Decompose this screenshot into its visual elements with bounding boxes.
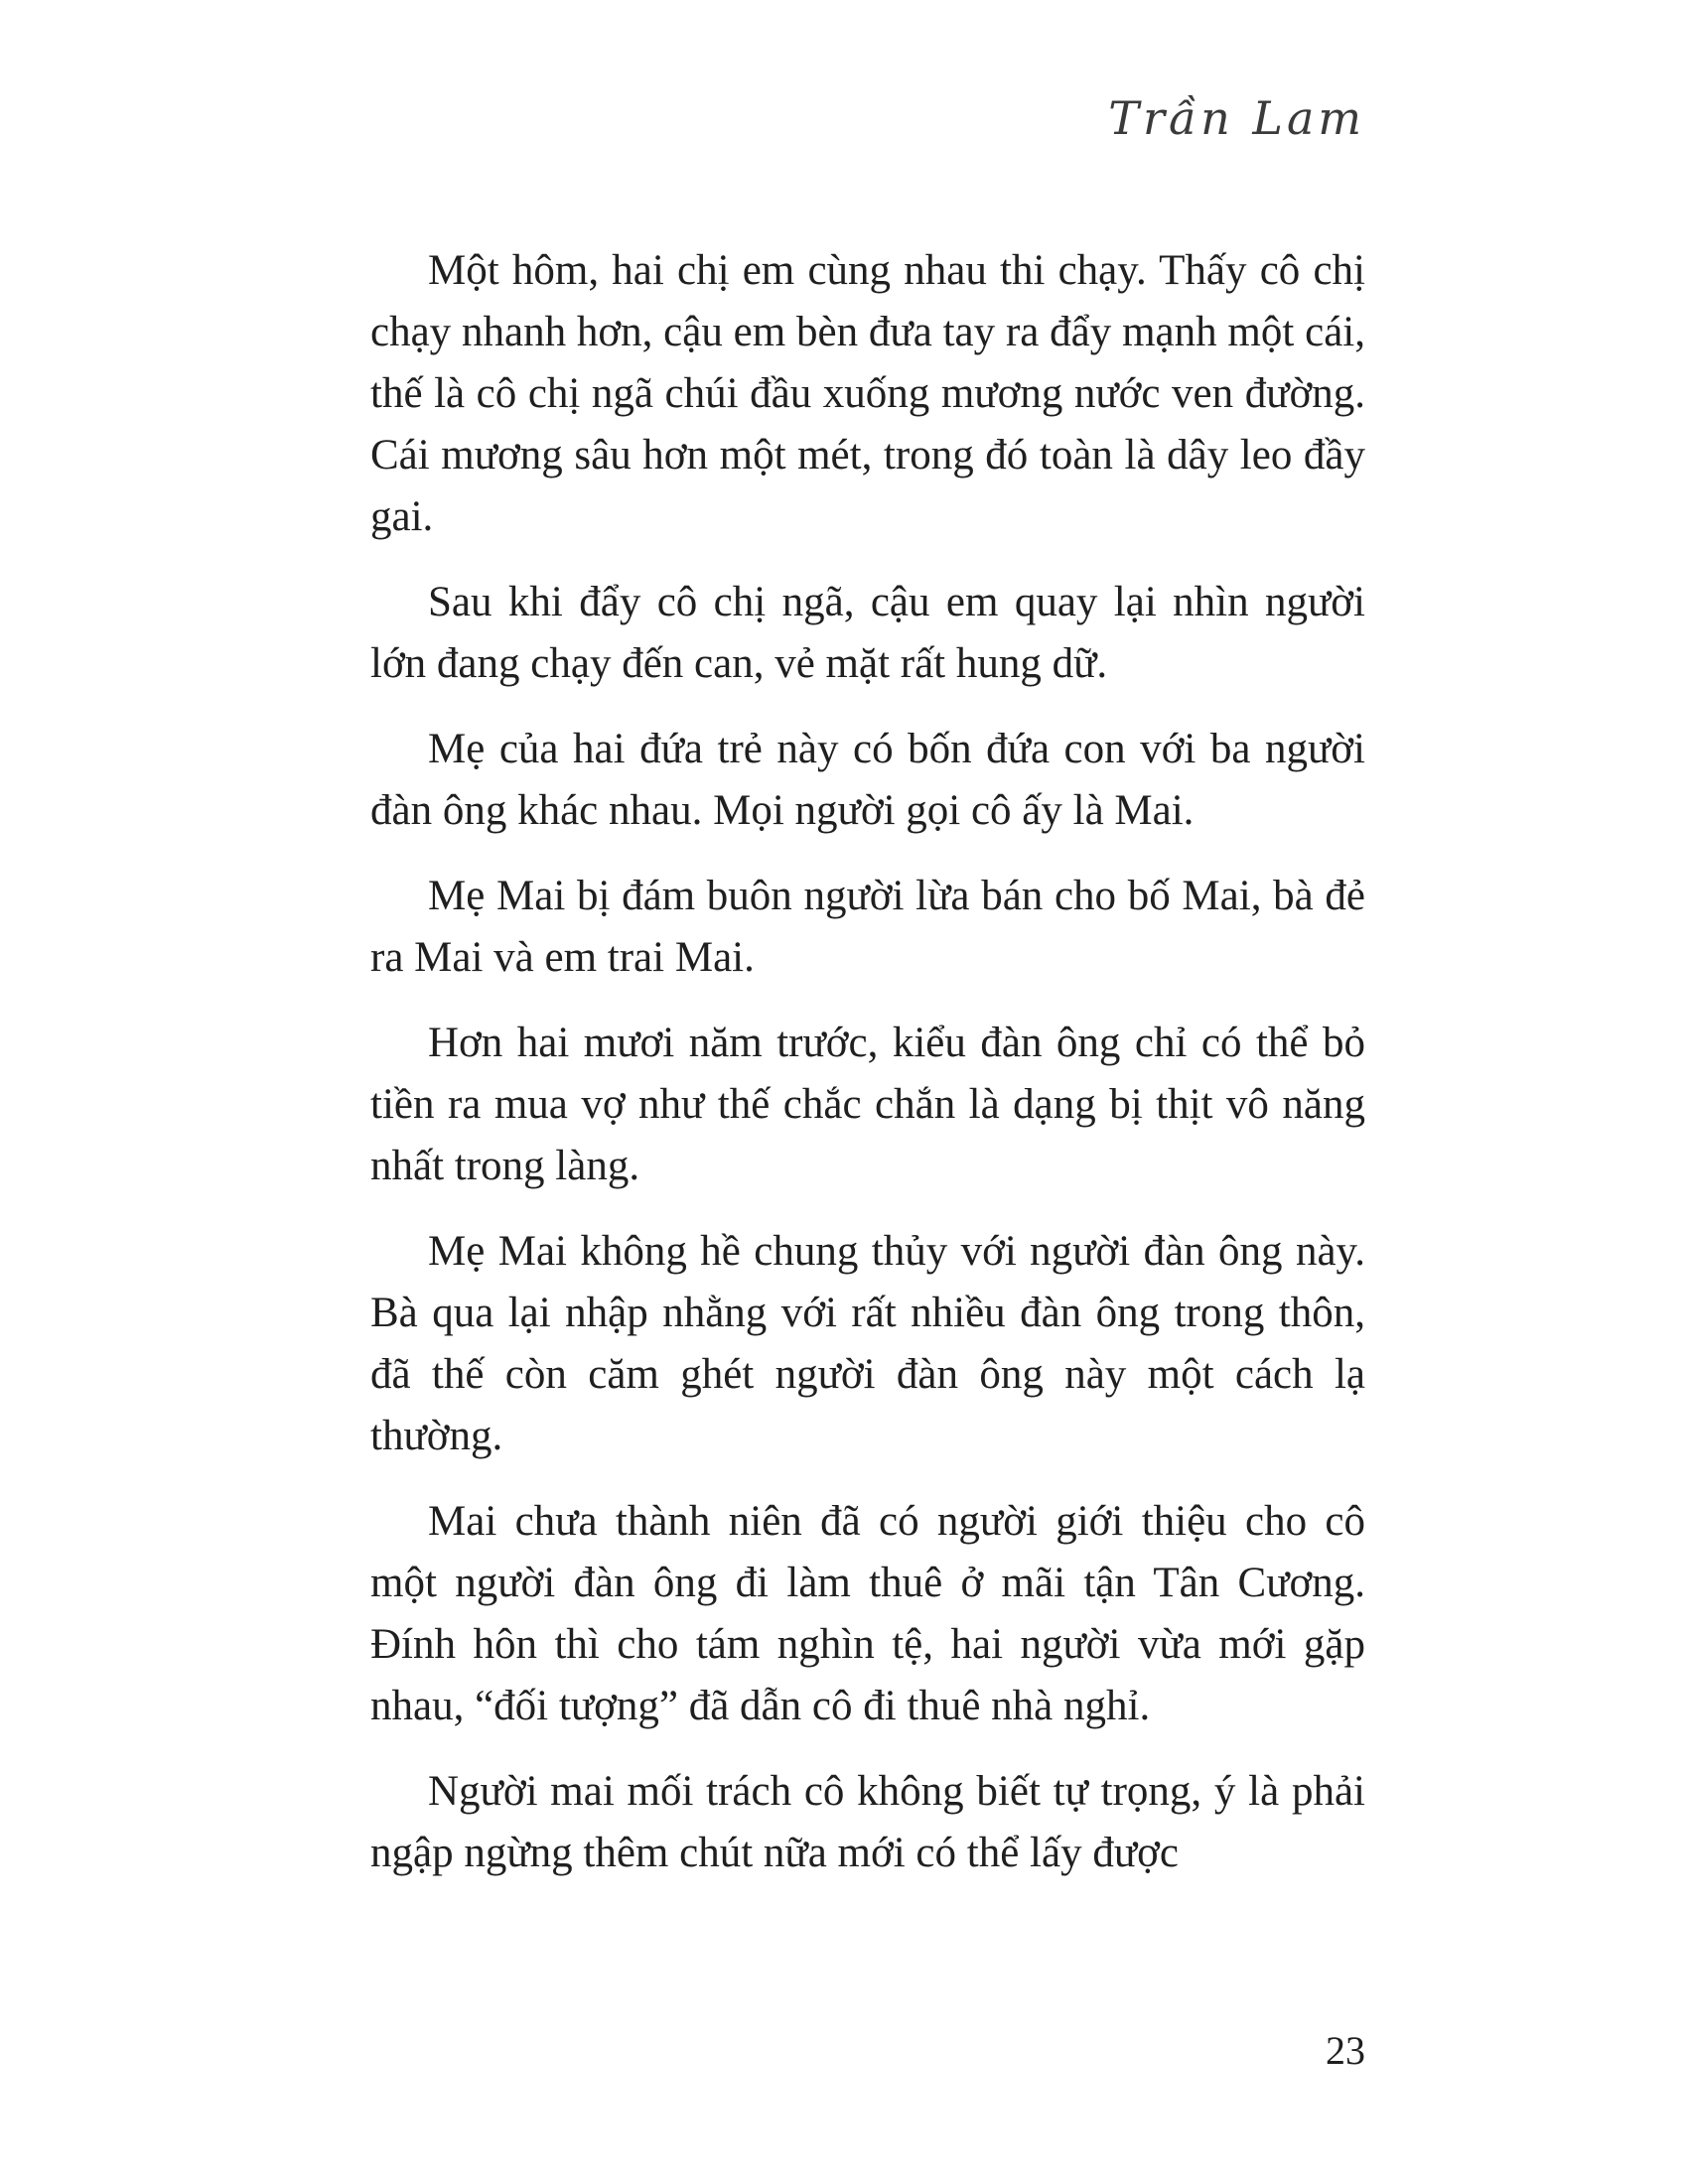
paragraph-3: Mẹ của hai đứa trẻ này có bốn đứa con với ba người đàn ông khác nhau. Mọi người gọi cô ấy là Mai. — [370, 726, 1365, 834]
paragraph-8: Người mai mối trách cô không biết tự trọng, ý là phải ngập ngừng thêm chút nữa mới có thể lấy được — [370, 1768, 1365, 1876]
paragraph-4: Mẹ Mai bị đám buôn người lừa bán cho bố Mai, bà đẻ ra Mai và em trai Mai. — [370, 873, 1365, 981]
running-header-author: Trần Lam — [1108, 91, 1365, 145]
paragraph-2: Sau khi đẩy cô chị ngã, cậu em quay lại nhìn người lớn đang chạy đến can, vẻ mặt rất hung dữ. — [370, 579, 1365, 687]
paragraph-7: Mai chưa thành niên đã có người giới thiệu cho cô một người đàn ông đi làm thuê ở mãi tận Tân Cương. Đính hôn thì cho tám nghìn tệ, hai người vừa mới gặp nhau, “đối tượng” đã dẫn cô đi thuê nhà nghỉ. — [370, 1498, 1365, 1729]
paragraph-1: Một hôm, hai chị em cùng nhau thi chạy. Thấy cô chị chạy nhanh hơn, cậu em bèn đưa tay ra đẩy mạnh một cái, thế là cô chị ngã chúi đầu xuống mương nước ven đường. Cái mương sâu hơn một mét, trong đó toàn là dây leo đầy gai. — [370, 247, 1365, 540]
paragraph-6: Mẹ Mai không hề chung thủy với người đàn ông này. Bà qua lại nhập nhằng với rất nhiều đàn ông trong thôn, đã thế còn căm ghét người đàn ông này một cách lạ thường. — [370, 1228, 1365, 1459]
page-number: 23 — [1326, 2028, 1365, 2073]
paragraph-5: Hơn hai mươi năm trước, kiểu đàn ông chỉ có thể bỏ tiền ra mua vợ như thế chắc chắn là dạng bị thịt vô năng nhất trong làng. — [370, 1020, 1365, 1189]
page-body-text — [370, 240, 1365, 1908]
